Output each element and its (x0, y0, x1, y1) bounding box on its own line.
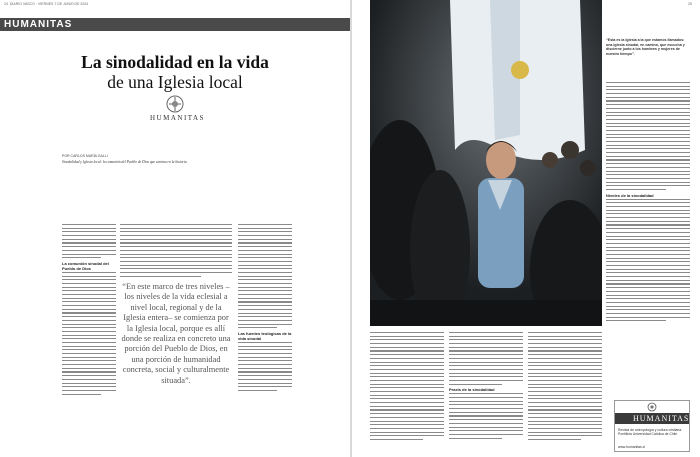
crowd-photo (370, 0, 602, 326)
ad-wordmark: HUMANITAS (633, 414, 690, 423)
humanitas-ad[interactable] (614, 400, 690, 452)
ad-url[interactable]: www.humanitas.cl (618, 445, 646, 449)
right-column-1 (370, 332, 444, 443)
right-page-number: 25 (688, 2, 692, 6)
headline (0, 52, 350, 92)
article-lede: Sinodalidad y Iglesia local: la comunión del Pueblo de Dios que camina en la historia. (62, 160, 188, 164)
left-column-3 (238, 224, 292, 394)
section-header-bar (0, 18, 350, 31)
crowd-image (370, 0, 602, 326)
section-title: HUMANITAS (4, 19, 73, 30)
right-column-2 (449, 332, 523, 441)
subhead-comunion: La comunión sinodal del Pueblo de Dios (62, 260, 109, 271)
left-column-2 (120, 224, 232, 279)
photo-caption: “Esta es la Iglesia a la que estamos llamados: una Iglesia sinodal, en camino, que escucha y discierne junto a los hombres y mujeres de nuestro tiempo”. (606, 38, 685, 56)
article-title: La sinodalidad en la vida (81, 52, 269, 72)
ad-crest-icon (645, 402, 659, 412)
left-folio: 24 DIARIO VASCO · VIERNES 7 DE JUNIO DE 2024 (4, 2, 89, 6)
subhead-niveles: Niveles de la sinodalidad (606, 192, 654, 198)
right-page (352, 0, 700, 457)
pull-quote: “En este marco de tres niveles –los niveles de la vida eclesial a nivel local, regional y de la Iglesia entera– se comienza por la Iglesia local, porque es allí donde se realiza en concreto una porción del Pueblo de Dios, en una porción de humanidad concreta, social y culturalmente situada”. (121, 282, 231, 385)
right-column-side (606, 82, 690, 324)
right-column-3 (528, 332, 602, 443)
crest-icon (164, 94, 186, 114)
humanitas-logo (150, 94, 205, 122)
left-column-1 (62, 224, 116, 397)
logo-wordmark: HUMANITAS (150, 114, 205, 122)
ad-text: Revista de antropología y cultura cristiana. Pontificia Universidad Católica de Chile (618, 428, 683, 437)
subhead-praxis: Praxis de la sinodalidad (449, 387, 495, 393)
subhead-fuentes: Las fuentes teológicas de la vida sinodal (238, 330, 292, 341)
article-subtitle: de una Iglesia local (107, 72, 243, 92)
byline: POR CARLOS MARÍA GALLI (62, 154, 108, 158)
